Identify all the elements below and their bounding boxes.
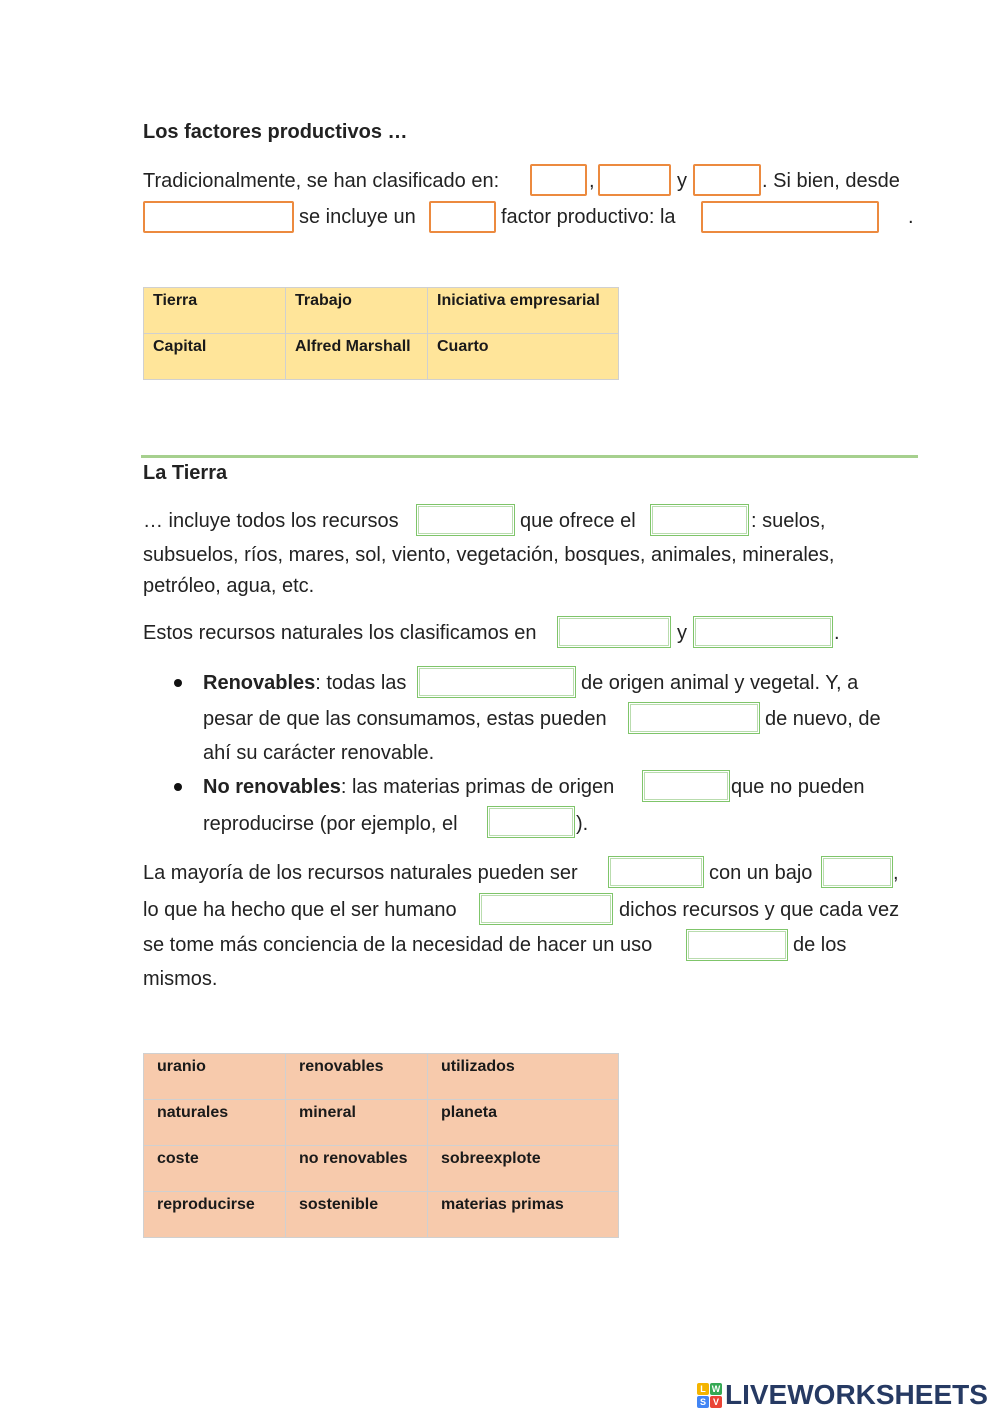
table-row (144, 1192, 619, 1238)
s2-text: de los (793, 934, 847, 956)
blank-input[interactable] (821, 856, 893, 888)
word-cell: naturales (144, 1100, 286, 1146)
word-cell: reproducirse (144, 1192, 286, 1238)
blank-input[interactable] (417, 666, 576, 698)
s2-text: La mayoría de los recursos naturales pueden ser (143, 862, 578, 884)
word-cell: utilizados (428, 1054, 619, 1100)
logo-mark-icon (697, 1383, 722, 1408)
s1-text: factor productivo: la (501, 206, 676, 228)
word-bank-tierra (143, 1053, 619, 1238)
word-cell: mineral (286, 1100, 428, 1146)
s2-text: … incluye todos los recursos (143, 510, 399, 532)
blank-input[interactable] (701, 201, 879, 233)
bullet-no-renovables-line (203, 775, 614, 799)
s2-text: : todas las (315, 672, 407, 694)
s2-text: Estos recursos naturales los clasificamos en (143, 622, 537, 644)
logo-mark-letter: S (697, 1396, 709, 1408)
s2-y: y (677, 622, 687, 644)
s2-text: pesar de que las consumamos, estas pueden (203, 708, 607, 730)
term-no-renovables: No renovables (203, 776, 341, 798)
word-cell: planeta (428, 1100, 619, 1146)
s2-text: con un bajo (709, 862, 813, 884)
blank-input[interactable] (429, 201, 496, 233)
s2-period: . (834, 622, 840, 644)
s2-text: ). (576, 813, 589, 835)
s2-text: dichos recursos y que cada vez (619, 899, 900, 921)
s1-period: . (908, 206, 914, 228)
term-renovables: Renovables (203, 672, 316, 694)
blank-input[interactable] (530, 164, 587, 196)
blank-input[interactable] (598, 164, 671, 196)
s2-text: : las materias primas de origen (340, 776, 615, 798)
table-row (144, 288, 619, 334)
table-row (144, 334, 619, 380)
word-cell: sobreexplote (428, 1146, 619, 1192)
s2-text: , (893, 862, 899, 884)
blank-input[interactable] (628, 702, 760, 734)
s2-text: que ofrece el (520, 510, 636, 532)
word-cell: Cuarto (428, 334, 619, 380)
word-cell: coste (144, 1146, 286, 1192)
liveworksheets-logo (697, 1379, 988, 1411)
s2-text: subsuelos, ríos, mares, sol, viento, vegetación, bosques, animales, minerales, (143, 544, 835, 566)
word-cell: Iniciativa empresarial (428, 288, 619, 334)
s1-text: Tradicionalmente, se han clasificado en: (143, 170, 500, 192)
s2-text: : suelos, (751, 510, 826, 532)
word-cell: uranio (144, 1054, 286, 1100)
word-cell: materias primas (428, 1192, 619, 1238)
section-title-tierra: La Tierra (143, 462, 228, 484)
s2-text: de origen animal y vegetal. Y, a (581, 672, 859, 694)
blank-input[interactable] (416, 504, 515, 536)
logo-mark-letter: L (697, 1383, 709, 1395)
table-row (144, 1100, 619, 1146)
blank-input[interactable] (693, 164, 761, 196)
table-row (144, 1054, 619, 1100)
blank-input[interactable] (642, 770, 730, 802)
blank-input[interactable] (487, 806, 575, 838)
table-row (144, 1146, 619, 1192)
bullet-icon (174, 783, 182, 791)
s1-comma: , (589, 170, 595, 192)
word-cell: sostenible (286, 1192, 428, 1238)
blank-input[interactable] (693, 616, 833, 648)
bullet-icon (174, 679, 182, 687)
word-cell: no renovables (286, 1146, 428, 1192)
word-cell: Alfred Marshall (286, 334, 428, 380)
s2-text: lo que ha hecho que el ser humano (143, 899, 457, 921)
s1-y: y (677, 170, 687, 192)
bullet-renovables-line (203, 671, 406, 695)
word-cell: Capital (144, 334, 286, 380)
s2-text: que no pueden (731, 776, 865, 798)
word-cell: Trabajo (286, 288, 428, 334)
logo-text: LIVEWORKSHEETS (725, 1379, 988, 1410)
logo-mark-letter: V (710, 1396, 722, 1408)
s2-text: reproducirse (por ejemplo, el (203, 813, 458, 835)
s2-text: petróleo, agua, etc. (143, 575, 315, 597)
word-bank-factores (143, 287, 619, 380)
blank-input[interactable] (608, 856, 704, 888)
s2-text: ahí su carácter renovable. (203, 742, 435, 764)
s2-text: de nuevo, de (765, 708, 881, 730)
s2-text: se tome más conciencia de la necesidad de hacer un uso (143, 934, 653, 956)
section-divider (141, 455, 918, 458)
blank-input[interactable] (686, 929, 788, 961)
s1-text: se incluye un (299, 206, 416, 228)
section-title-factores: Los factores productivos … (143, 121, 408, 143)
blank-input[interactable] (650, 504, 749, 536)
blank-input[interactable] (479, 893, 613, 925)
s1-text: . Si bien, desde (762, 170, 900, 192)
s2-text: mismos. (143, 968, 218, 990)
word-cell: renovables (286, 1054, 428, 1100)
word-cell: Tierra (144, 288, 286, 334)
logo-mark-letter: W (711, 1383, 721, 1394)
blank-input[interactable] (143, 201, 294, 233)
blank-input[interactable] (557, 616, 671, 648)
